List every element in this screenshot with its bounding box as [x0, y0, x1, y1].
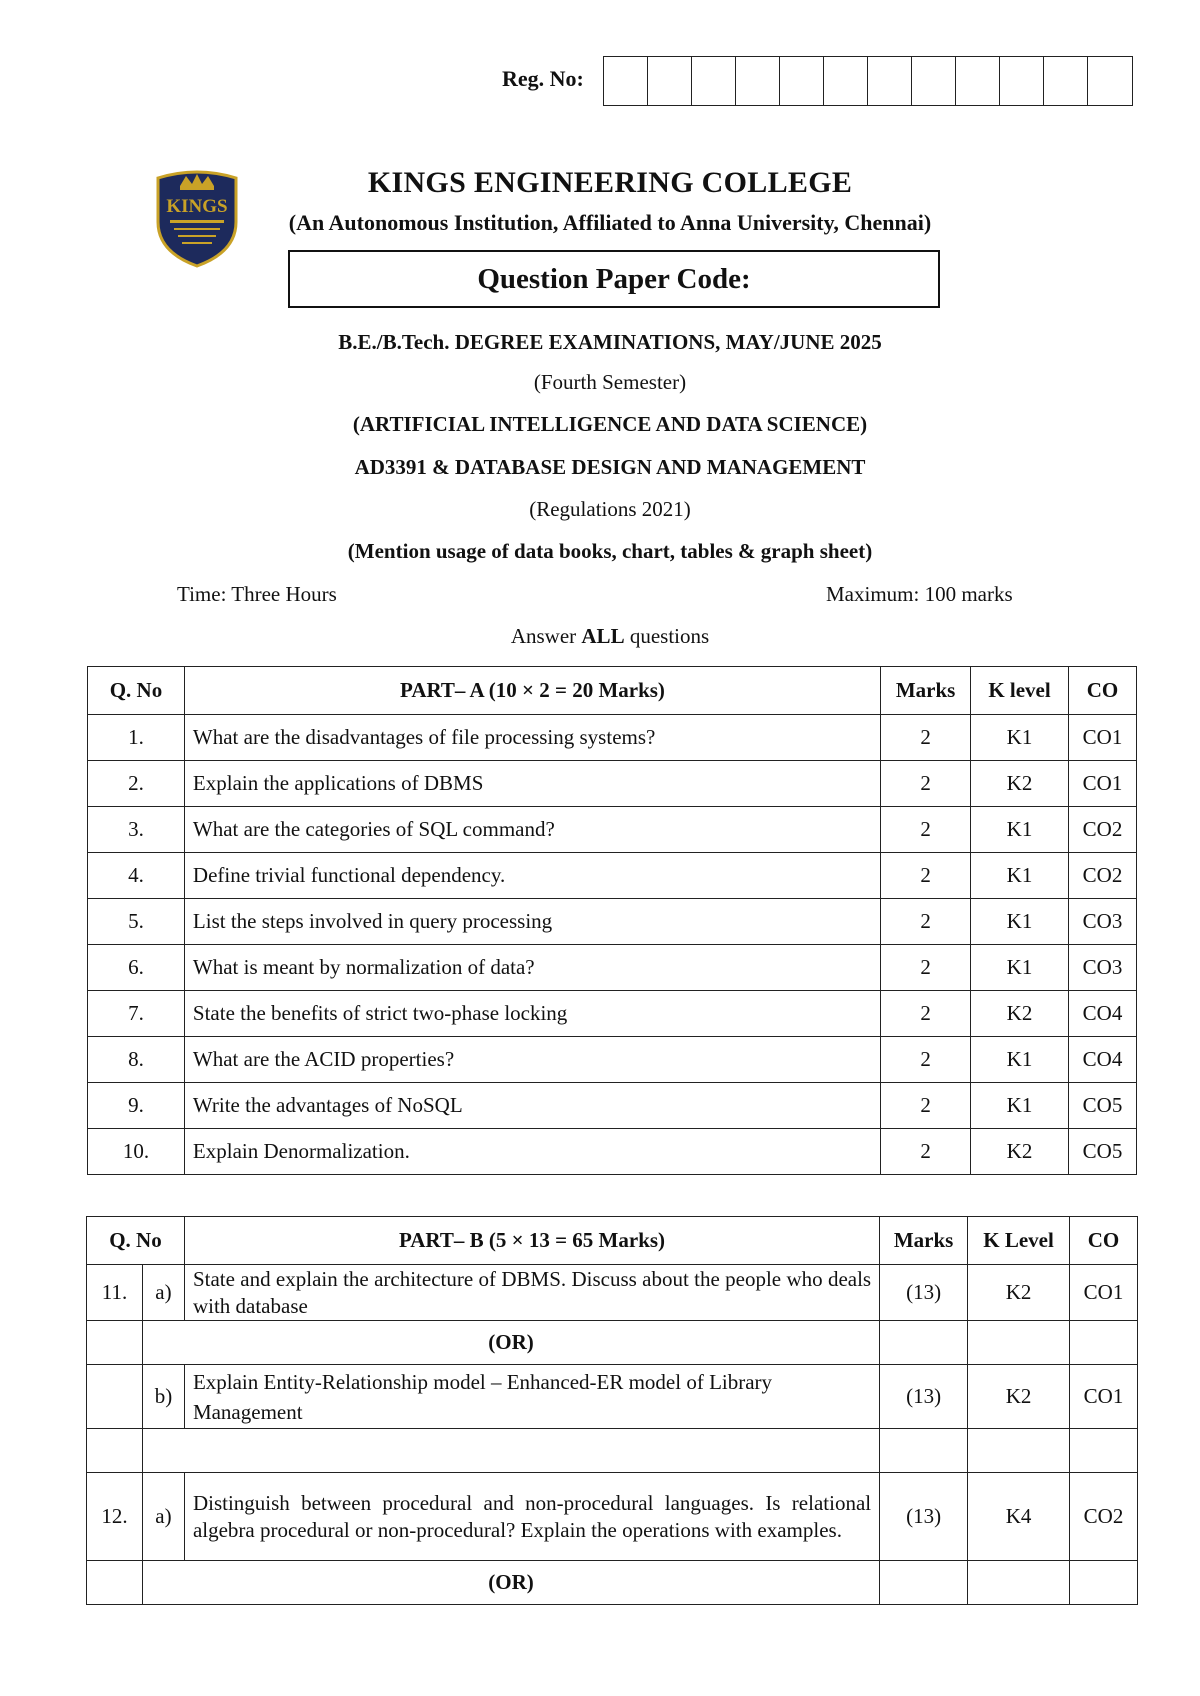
exam-max-marks: Maximum: 100 marks	[826, 582, 1013, 606]
table-row	[88, 1129, 1137, 1175]
question-marks: 2	[881, 1037, 971, 1083]
table-row	[88, 899, 1137, 945]
spacer-row	[87, 1429, 1138, 1473]
question-number: 9.	[88, 1083, 185, 1129]
q11a-co: CO1	[1069, 1265, 1137, 1321]
q11b-marks: (13)	[880, 1365, 968, 1429]
question-co: CO3	[1068, 899, 1136, 945]
exam-semester: (Fourth Semester)	[533, 370, 687, 394]
reg-no-digit-box[interactable]	[956, 57, 1000, 105]
question-number: 6.	[88, 945, 185, 991]
question-paper-code-box: Question Paper Code:	[288, 250, 940, 308]
part-a-co-header: CO	[1068, 667, 1136, 715]
q11a-sub: a)	[142, 1265, 184, 1321]
question-number: 10.	[88, 1129, 185, 1175]
table-row	[88, 1037, 1137, 1083]
question-text: Write the advantages of NoSQL	[184, 1083, 880, 1129]
question-number: 1.	[88, 715, 185, 761]
question-number: 3.	[88, 807, 185, 853]
exam-degree: B.E./B.Tech. DEGREE EXAMINATIONS, MAY/JUNE 2025	[338, 330, 882, 354]
reg-no-digit-box[interactable]	[780, 57, 824, 105]
question-number: 5.	[88, 899, 185, 945]
table-row	[88, 991, 1137, 1037]
question-text: What are the ACID properties?	[184, 1037, 880, 1083]
part-b-qno-header: Q. No	[87, 1217, 185, 1265]
question-co: CO1	[1068, 761, 1136, 807]
question-co: CO4	[1068, 991, 1136, 1037]
question-co: CO2	[1068, 807, 1136, 853]
question-co: CO2	[1068, 853, 1136, 899]
question-number: 7.	[88, 991, 185, 1037]
exam-time: Time: Three Hours	[177, 582, 337, 606]
table-row	[88, 761, 1137, 807]
q12a-marks: (13)	[880, 1473, 968, 1561]
college-affiliation: (An Autonomous Institution, Affiliated to Anna University, Chennai)	[288, 210, 932, 235]
q12-number: 12.	[87, 1473, 143, 1561]
exam-branch: (ARTIFICIAL INTELLIGENCE AND DATA SCIENCE)	[352, 412, 868, 436]
question-number: 8.	[88, 1037, 185, 1083]
question-co: CO4	[1068, 1037, 1136, 1083]
answer-suffix: questions	[624, 624, 710, 648]
part-a-title-header: PART– A (10 × 2 = 20 Marks)	[184, 667, 880, 715]
q12a-text: Distinguish between procedural and non-procedural languages. Is relational algebra procedural or non-procedural? Explain the operations with examples.	[184, 1473, 879, 1561]
exam-subject: AD3391 & DATABASE DESIGN AND MANAGEMENT	[354, 455, 866, 479]
reg-no-digit-box[interactable]	[1088, 57, 1132, 105]
reg-no-digit-box[interactable]	[868, 57, 912, 105]
college-name: KINGS ENGINEERING COLLEGE	[367, 166, 853, 199]
q12a-sub: a)	[142, 1473, 184, 1561]
question-k-level: K1	[971, 807, 1069, 853]
answer-prefix: Answer	[510, 624, 582, 648]
table-row	[88, 1083, 1137, 1129]
part-a-k-header: K level	[971, 667, 1069, 715]
question-k-level: K1	[971, 715, 1069, 761]
question-number: 4.	[88, 853, 185, 899]
question-marks: 2	[881, 1083, 971, 1129]
answer-all: ALL	[581, 624, 625, 648]
part-b-table	[86, 1216, 1138, 1605]
table-row	[87, 1265, 1138, 1321]
part-a-table	[87, 666, 1137, 1175]
question-k-level: K1	[971, 899, 1069, 945]
table-row	[88, 807, 1137, 853]
q11a-text: State and explain the architecture of DBMS. Discuss about the people who deals with database	[184, 1265, 879, 1321]
q11-number: 11.	[87, 1265, 143, 1321]
part-b-title-header: PART– B (5 × 13 = 65 Marks)	[184, 1217, 879, 1265]
table-row	[88, 945, 1137, 991]
q11a-marks: (13)	[880, 1265, 968, 1321]
part-b-header-row	[87, 1217, 1138, 1265]
table-row	[88, 853, 1137, 899]
question-text: What are the categories of SQL command?	[184, 807, 880, 853]
or-row	[87, 1321, 1138, 1365]
reg-no-label: Reg. No:	[502, 66, 584, 91]
question-k-level: K1	[971, 853, 1069, 899]
question-k-level: K1	[971, 1037, 1069, 1083]
or-label: (OR)	[142, 1321, 879, 1365]
or-row	[87, 1561, 1138, 1605]
part-a-marks-header: Marks	[881, 667, 971, 715]
question-co: CO3	[1068, 945, 1136, 991]
reg-no-digit-box[interactable]	[1044, 57, 1088, 105]
q12a-co: CO2	[1069, 1473, 1137, 1561]
question-text: What is meant by normalization of data?	[184, 945, 880, 991]
question-co: CO5	[1068, 1083, 1136, 1129]
q11b-co: CO1	[1069, 1365, 1137, 1429]
part-b-k-header: K Level	[968, 1217, 1070, 1265]
question-text: What are the disadvantages of file processing systems?	[184, 715, 880, 761]
question-marks: 2	[881, 853, 971, 899]
q11b-sub: b)	[142, 1365, 184, 1429]
question-marks: 2	[881, 761, 971, 807]
q12a-k-level: K4	[968, 1473, 1070, 1561]
part-a-qno-header: Q. No	[88, 667, 185, 715]
question-text: State the benefits of strict two-phase locking	[184, 991, 880, 1037]
reg-no-digit-box[interactable]	[736, 57, 780, 105]
reg-no-boxes[interactable]	[603, 56, 1133, 106]
part-a-header-row	[88, 667, 1137, 715]
question-number: 2.	[88, 761, 185, 807]
exam-regulation: (Regulations 2021)	[529, 497, 691, 521]
reg-no-digit-box[interactable]	[692, 57, 736, 105]
question-text: Explain the applications of DBMS	[184, 761, 880, 807]
table-row	[87, 1365, 1138, 1429]
question-k-level: K1	[971, 945, 1069, 991]
part-b-marks-header: Marks	[880, 1217, 968, 1265]
question-co: CO1	[1068, 715, 1136, 761]
reg-no-digit-box[interactable]	[1000, 57, 1044, 105]
reg-no-digit-box[interactable]	[824, 57, 868, 105]
q11b-k-level: K2	[968, 1365, 1070, 1429]
question-text: List the steps involved in query processing	[184, 899, 880, 945]
question-k-level: K1	[971, 1083, 1069, 1129]
logo-text: KINGS	[166, 196, 228, 217]
question-k-level: K2	[971, 991, 1069, 1037]
question-k-level: K2	[971, 1129, 1069, 1175]
question-text: Define trivial functional dependency.	[184, 853, 880, 899]
q11b-text: Explain Entity-Relationship model – Enhanced-ER model of Library Management	[184, 1365, 879, 1429]
reg-no-digit-box[interactable]	[604, 57, 648, 105]
reg-no-digit-box[interactable]	[648, 57, 692, 105]
question-marks: 2	[881, 899, 971, 945]
question-text: Explain Denormalization.	[184, 1129, 880, 1175]
question-marks: 2	[881, 991, 971, 1037]
or-label: (OR)	[142, 1561, 879, 1605]
reg-no-digit-box[interactable]	[912, 57, 956, 105]
question-k-level: K2	[971, 761, 1069, 807]
question-marks: 2	[881, 1129, 971, 1175]
part-b-co-header: CO	[1069, 1217, 1137, 1265]
exam-mention: (Mention usage of data books, chart, tables & graph sheet)	[347, 539, 873, 563]
question-marks: 2	[881, 807, 971, 853]
table-row	[88, 715, 1137, 761]
question-marks: 2	[881, 715, 971, 761]
question-marks: 2	[881, 945, 971, 991]
answer-instruction	[0, 624, 1200, 649]
q11a-k-level: K2	[968, 1265, 1070, 1321]
table-row	[87, 1473, 1138, 1561]
question-co: CO5	[1068, 1129, 1136, 1175]
